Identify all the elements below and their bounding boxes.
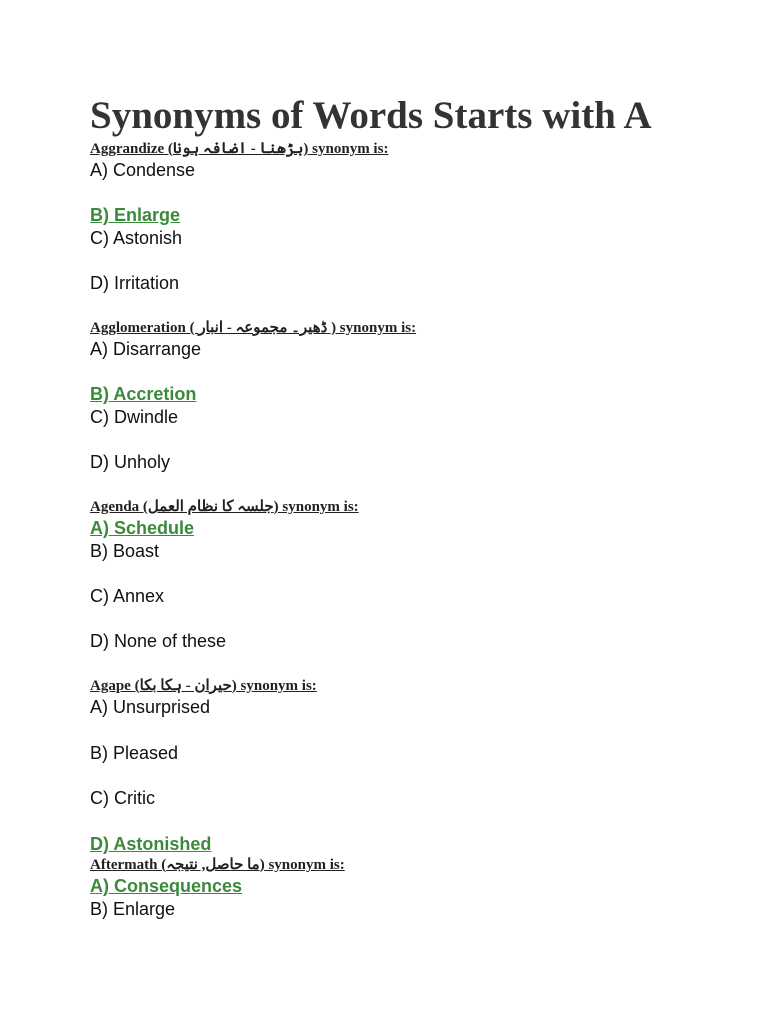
answer-option: B) Enlarge	[90, 899, 176, 919]
question-prompt: Agape (حیران - ہکا بکا) synonym is:	[90, 678, 317, 694]
question-prompt: Aggrandize (بڑھنا - اضافہ ہونا) synonym is:	[90, 141, 389, 157]
question-prompt: Agglomeration ( ڈھیر۔ مجموعہ - انبار ) synonym is:	[90, 320, 417, 336]
question-prompt: Aftermath (ما حاصل, نتیجہ) synonym is:	[90, 857, 345, 873]
answer-option: B) Boast	[90, 541, 160, 561]
correct-answer-option: B) Enlarge	[90, 205, 181, 225]
answer-option: A) Unsurprised	[90, 697, 211, 717]
correct-answer-option: D) Astonished	[90, 834, 212, 854]
answer-option: D) Irritation	[90, 273, 180, 293]
answer-option: B) Pleased	[90, 743, 179, 763]
answer-option: C) Astonish	[90, 228, 183, 248]
answer-option: A) Disarrange	[90, 339, 202, 359]
answer-option: A) Condense	[90, 160, 196, 180]
answer-option: C) Annex	[90, 586, 165, 606]
correct-answer-option: A) Consequences	[90, 876, 243, 896]
answer-option: C) Dwindle	[90, 407, 179, 427]
question-prompt: Agenda (جلسہ کا نظام العمل) synonym is:	[90, 499, 359, 515]
page-title: Synonyms of Words Starts with A	[90, 94, 652, 137]
answer-option: C) Critic	[90, 788, 155, 808]
correct-answer-option: B) Accretion	[90, 384, 197, 404]
answer-option: D) None of these	[90, 631, 227, 651]
correct-answer-option: A) Schedule	[90, 518, 195, 538]
answer-option: D) Unholy	[90, 452, 171, 472]
